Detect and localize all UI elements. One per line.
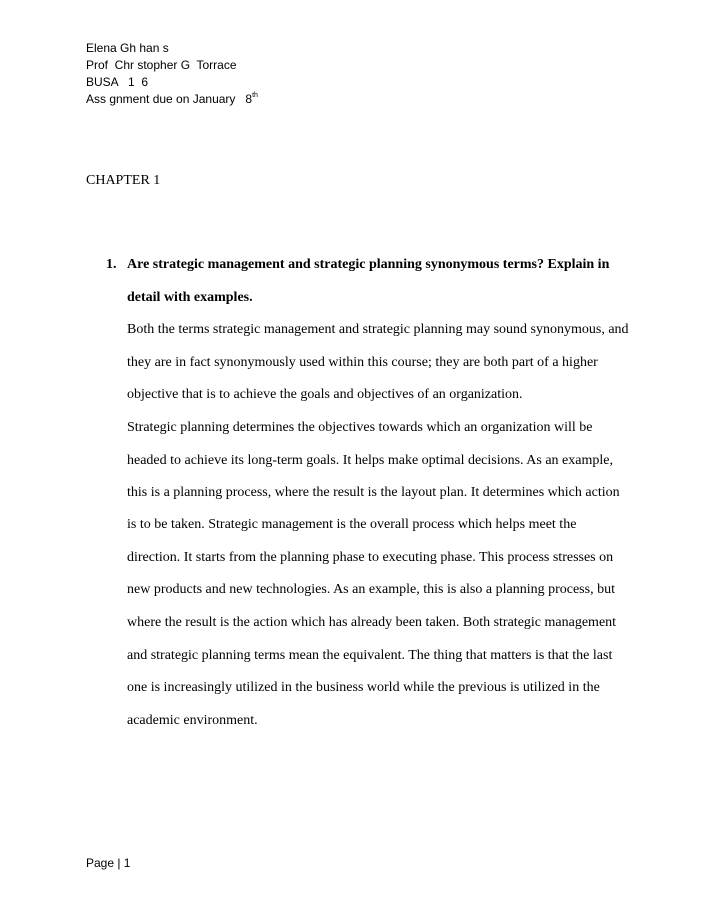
answer-line: headed to achieve its long-term goals. It helps make optimal decisions. As an example, [127, 453, 613, 468]
professor-name: Prof Chr stopher G Torrace [86, 58, 237, 72]
question-number: 1. [106, 257, 117, 272]
answer-line: new products and new technologies. As an example, this is also a planning process, but [127, 582, 615, 597]
answer-line: Both the terms strategic management and strategic planning may sound synonymous, and [127, 322, 629, 337]
question-line-2: detail with examples. [127, 290, 253, 305]
answer-line: this is a planning process, where the result is the layout plan. It determines which action [127, 485, 620, 500]
date-ordinal-suffix: th [252, 92, 258, 99]
answer-line: one is increasingly utilized in the business world while the previous is utilized in the [127, 680, 600, 695]
assignment-due-line [86, 91, 258, 108]
assignment-due-text: Ass gnment due on January 8 [86, 92, 253, 106]
course-code: BUSA 1 6 [86, 75, 149, 89]
answer-line: where the result is the action which has already been taken. Both strategic management [127, 615, 617, 630]
answer-line: they are in fact synonymously used within this course; they are both part of a higher [127, 355, 598, 370]
chapter-title: CHAPTER 1 [86, 173, 161, 188]
answer-line: and strategic planning terms mean the equivalent. The thing that matters is that the last [127, 648, 613, 663]
answer-line: direction. It starts from the planning phase to executing phase. This process stresses on [127, 550, 614, 565]
document-header [86, 40, 258, 108]
question-heading [127, 257, 627, 306]
question-line-1: Are strategic management and strategic planning synonymous terms? Explain in [127, 257, 610, 272]
page-number-footer: Page | 1 [86, 856, 131, 870]
answer-line: objective that is to achieve the goals and objectives of an organization. [127, 387, 523, 402]
answer-line: is to be taken. Strategic management is the overall process which helps meet the [127, 517, 577, 532]
student-name: Elena Gh han s [86, 41, 169, 55]
answer-line: academic environment. [127, 713, 258, 728]
answer-line: Strategic planning determines the objectives towards which an organization will be [127, 420, 593, 435]
